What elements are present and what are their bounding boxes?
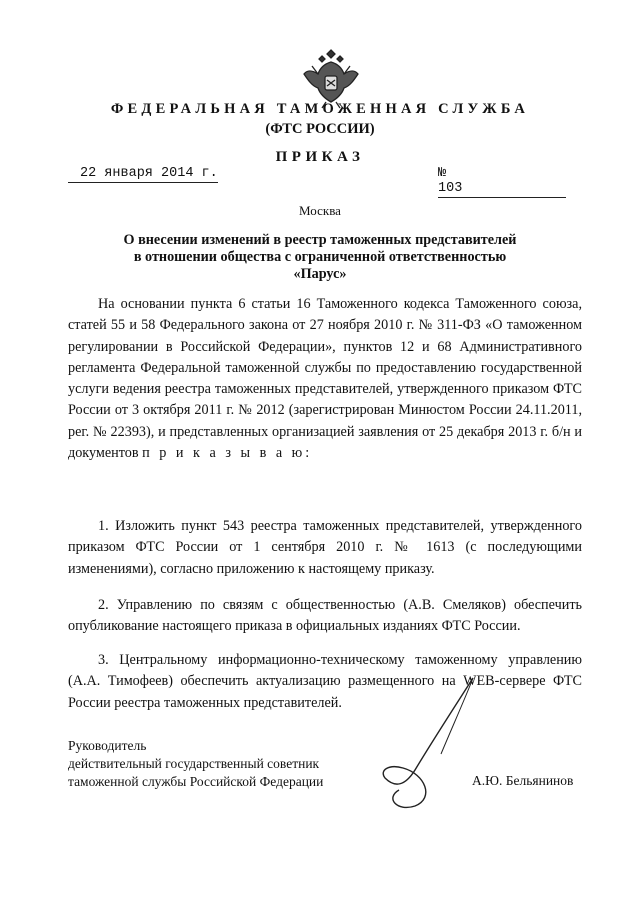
order-item-2: 2. Управлению по связям с общественностью (А.В. Смеляков) обеспечить опубликование настоящего приказа в официальных изданиях ФТС России. [68,597,582,635]
signatory-title [68,737,323,791]
order-word: п р и к а з ы в а ю: [142,445,313,462]
handwritten-signature-icon [355,670,495,820]
agency-name: ФЕДЕРАЛЬНАЯ ТАМОЖЕННАЯ СЛУЖБА [110,101,530,117]
signatory-name: А.Ю. Бельянинов [472,773,574,788]
city: Москва [299,203,341,218]
order-subject [0,232,640,283]
subject-line-3: «Парус» [293,266,347,282]
number-label: № [438,166,447,181]
agency-short-name: (ФТС РОССИИ) [265,121,375,137]
subject-line-1: О внесении изменений в реестр таможенных представителей [123,232,517,248]
subject-line-2: в отношении общества с ограниченной ответственностью [133,249,507,265]
document-type-title: ПРИКАЗ [275,149,365,165]
signatory-title-line-2: действительный государственный советник [68,756,320,771]
signatory-title-line-1: Руководитель [68,738,147,753]
order-item-1: 1. Изложить пункт 543 реестра таможенных представителей, утвержденного приказом ФТС России от 1 сентября 2010 г. № 1613 (с последующими изменениями), согласно приложению к настоящему приказу. [68,518,582,577]
preamble-paragraph [68,294,582,464]
signatory-title-line-3: таможенной службы Российской Федерации [68,774,324,789]
order-item-3: 3. Центральному информационно-техническому таможенному управлению (А.А. Тимофеев) обеспечить актуализацию размещенного на WEB-сервере ФТС России реестра таможенных представителей. [68,652,582,711]
order-number: 103 [438,181,566,198]
order-number-block [438,166,582,198]
preamble-text: На основании пункта 6 статьи 16 Таможенного кодекса Таможенного союза, статей 55 и 58 Федерального закона от 27 ноября 2010 г. № 311-ФЗ «О таможенном регулировании в Российской Федерации», пунктов 12 и 68 Административного регламента Федеральной таможенной службы по предоставлению государственной услуги ведения реестра таможенных представителей, утвержденного приказом ФТС России от 3 октября 2011 г. № 2012 (зарегистрирован Минюстом России 24.11.2011, рег. № 22393), и представленных организацией заявления от 25 декабря 2013 г. б/н и документов [68,296,582,462]
order-date: 22 января 2014 г. [68,166,218,183]
